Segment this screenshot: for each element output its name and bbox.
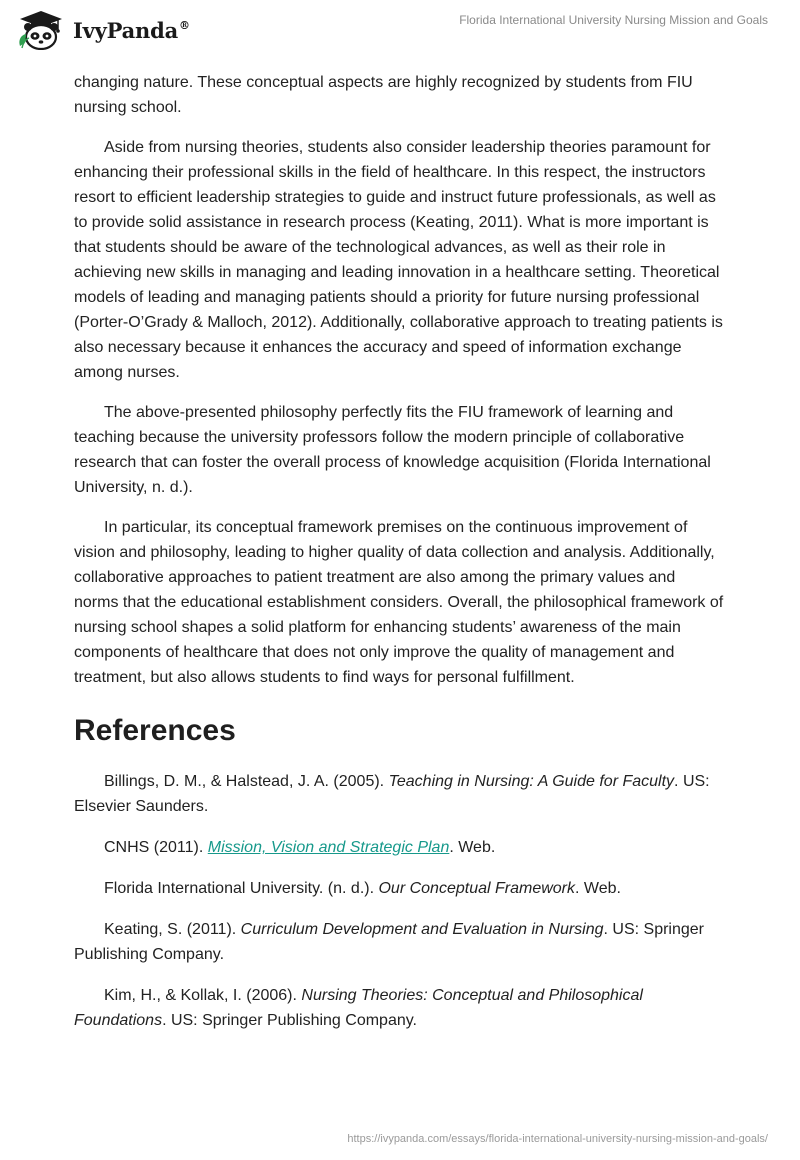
body-paragraph: changing nature. These conceptual aspects are highly recognized by students from FIU nursing school. <box>74 74 693 116</box>
reference-item: Florida International University. (n. d.). Our Conceptual Framework. Web. <box>104 880 621 897</box>
essay-content <box>74 70 724 1049</box>
document-title: Florida International University Nursing Mission and Goals <box>459 13 768 27</box>
page-header <box>0 0 800 60</box>
body-paragraph: The above-presented philosophy perfectly fits the FIU framework of learning and teaching because the university professors follow the modern principle of collaborative research that can foster the overall process of knowledge acquisition (Florida International University, n. d.). <box>74 404 711 496</box>
brand-name: IvyPanda® <box>73 17 190 43</box>
reference-item: Billings, D. M., & Halstead, J. A. (2005). Teaching in Nursing: A Guide for Faculty. US: Elsevier Saunders. <box>74 773 710 815</box>
mission-vision-link[interactable]: Mission, Vision and Strategic Plan <box>207 839 450 856</box>
references-heading: References <box>74 714 236 747</box>
reference-item: Keating, S. (2011). Curriculum Development and Evaluation in Nursing. US: Springer Publishing Company. <box>74 921 704 963</box>
reference-item: Kim, H., & Kollak, I. (2006). Nursing Theories: Conceptual and Philosophical Foundations. US: Springer Publishing Company. <box>74 987 643 1029</box>
ivypanda-logo[interactable] <box>14 10 190 50</box>
reference-item: CNHS (2011). Mission, Vision and Strategic Plan. Web. <box>104 839 496 856</box>
body-paragraph: Aside from nursing theories, students also consider leadership theories paramount for enhancing their professional skills in the field of healthcare. In this respect, the instructors resort to efficient leadership strategies to guide and instruct future professionals, as well as to provide solid assistance in research process (Keating, 2011). What is more important is that students should be aware of the technological advances, as well as their role in achieving new skills in managing and leading innovation in a healthcare setting. Theoretical models of leading and managing patients should a priority for future nursing professional (Porter-O’Grady & Malloch, 2012). Additionally, collaborative approach to treating patients is also necessary because it enhances the accuracy and speed of information exchange among nurses. <box>74 139 723 381</box>
footer-url[interactable]: https://ivypanda.com/essays/florida-international-university-nursing-mission-and-goals/ <box>347 1133 768 1145</box>
body-paragraph: In particular, its conceptual framework premises on the continuous improvement of vision and philosophy, leading to higher quality of data collection and analysis. Additionally, collaborative approaches to patient treatment are also among the primary values and norms that the educational establishment considers. Overall, the philosophical framework of nursing school shapes a solid platform for enhancing students’ awareness of the main components of healthcare that does not only improve the quality of management and treatment, but also allows students to find ways for personal fulfillment. <box>74 519 724 686</box>
panda-icon <box>14 10 68 50</box>
